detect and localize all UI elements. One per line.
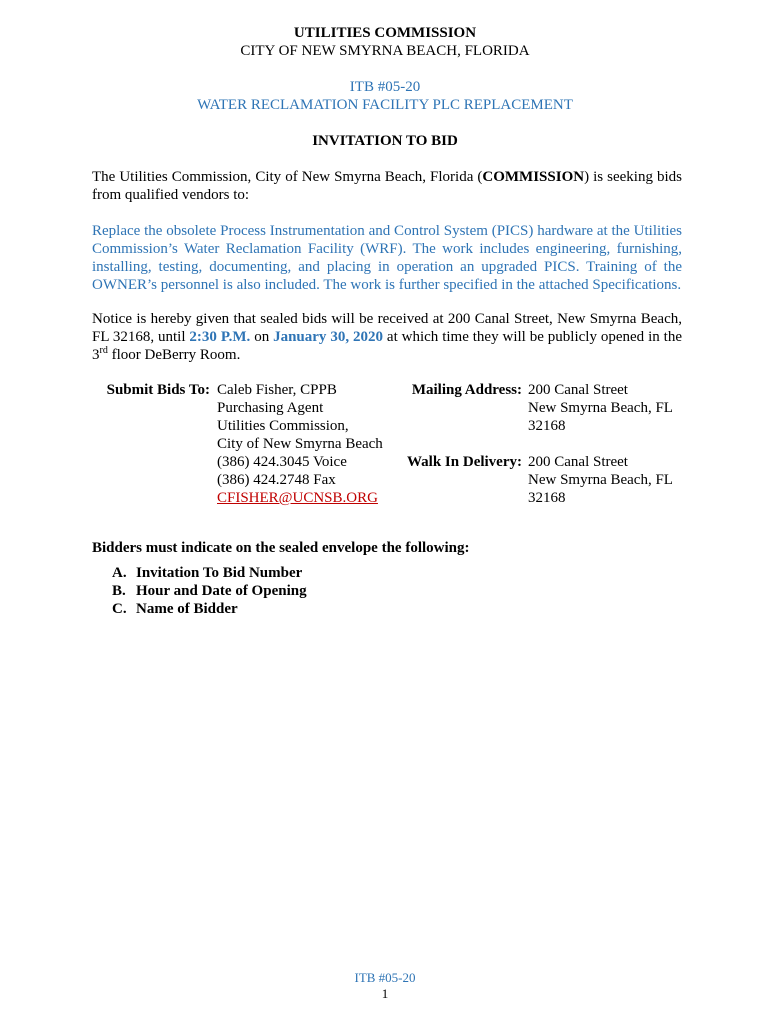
list-item	[112, 564, 307, 582]
page-number: 1	[381, 986, 389, 1001]
bidders-heading: Bidders must indicate on the sealed envelope the following:	[92, 540, 470, 556]
intro-before: The Utilities Commission, City of New Smyrna Beach, Florida (	[92, 169, 483, 185]
notice-part1: Notice is hereby given that sealed bids will be received at 200 Canal Street, New Smyrna Beach, FL 32168, until	[92, 311, 682, 345]
city-title: CITY OF NEW SMYRNA BEACH, FLORIDA	[240, 43, 530, 59]
notice-date: January 30, 2020	[273, 329, 383, 345]
list-marker: B.	[112, 583, 126, 599]
submit-line: (386) 424.3045 Voice	[217, 454, 347, 470]
mailing-line: New Smyrna Beach, FL	[528, 400, 673, 416]
notice-paragraph	[92, 310, 682, 364]
submit-line: Caleb Fisher, CPPB	[217, 382, 337, 398]
walkin-line: New Smyrna Beach, FL	[528, 472, 673, 488]
submit-block	[217, 381, 397, 507]
list-text: Invitation To Bid Number	[136, 565, 303, 581]
email-link[interactable]: CFISHER@UCNSB.ORG	[217, 490, 378, 506]
submit-line: (386) 424.2748 Fax	[217, 472, 336, 488]
notice-sup: rd	[99, 345, 108, 356]
walkin-label: Walk In Delivery:	[407, 454, 522, 470]
list-marker: C.	[112, 601, 127, 617]
submit-line: Purchasing Agent	[217, 400, 324, 416]
itb-number: ITB #05-20	[349, 79, 421, 95]
notice-part2: on	[250, 329, 274, 345]
intro-emph: COMMISSION	[482, 169, 585, 185]
mailing-block	[528, 381, 698, 435]
scope-paragraph: Replace the obsolete Process Instrumentation and Control System (PICS) hardware at the Utilities Commission’s Water Reclamation Facility (WRF). The work includes engineering, furnishing, installing, testing, documenting, and placing in operation an upgraded PICS. Training of the OWNER’s personnel is also included. The work is further specified in the attached Specifications.	[92, 223, 682, 293]
intro-paragraph	[92, 168, 682, 204]
bidders-list	[112, 564, 307, 618]
mailing-line: 200 Canal Street	[528, 382, 628, 398]
notice-part4: floor DeBerry Room.	[107, 347, 241, 363]
submit-line: City of New Smyrna Beach	[217, 436, 383, 452]
intro-after: ) is seeking bids from qualified vendors to:	[92, 169, 682, 203]
doc-title: INVITATION TO BID	[312, 133, 458, 149]
notice-time: 2:30 P.M.	[189, 329, 251, 345]
list-item	[112, 582, 307, 600]
submit-line: Utilities Commission,	[217, 418, 349, 434]
project-title: WATER RECLAMATION FACILITY PLC REPLACEMENT	[197, 97, 573, 113]
list-item	[112, 600, 307, 618]
mailing-label: Mailing Address:	[411, 382, 522, 398]
notice-part3: at which time they will be publicly opened in the 3	[92, 329, 682, 363]
list-text: Hour and Date of Opening	[136, 583, 307, 599]
submit-label: Submit Bids To:	[106, 382, 210, 398]
list-text: Name of Bidder	[136, 601, 238, 617]
walkin-block	[528, 453, 698, 507]
list-marker: A.	[112, 565, 127, 581]
walkin-line: 200 Canal Street	[528, 454, 628, 470]
org-title: UTILITIES COMMISSION	[293, 25, 477, 41]
footer-itb: ITB #05-20	[354, 970, 416, 985]
walkin-line: 32168	[528, 490, 566, 506]
mailing-line: 32168	[528, 418, 566, 434]
